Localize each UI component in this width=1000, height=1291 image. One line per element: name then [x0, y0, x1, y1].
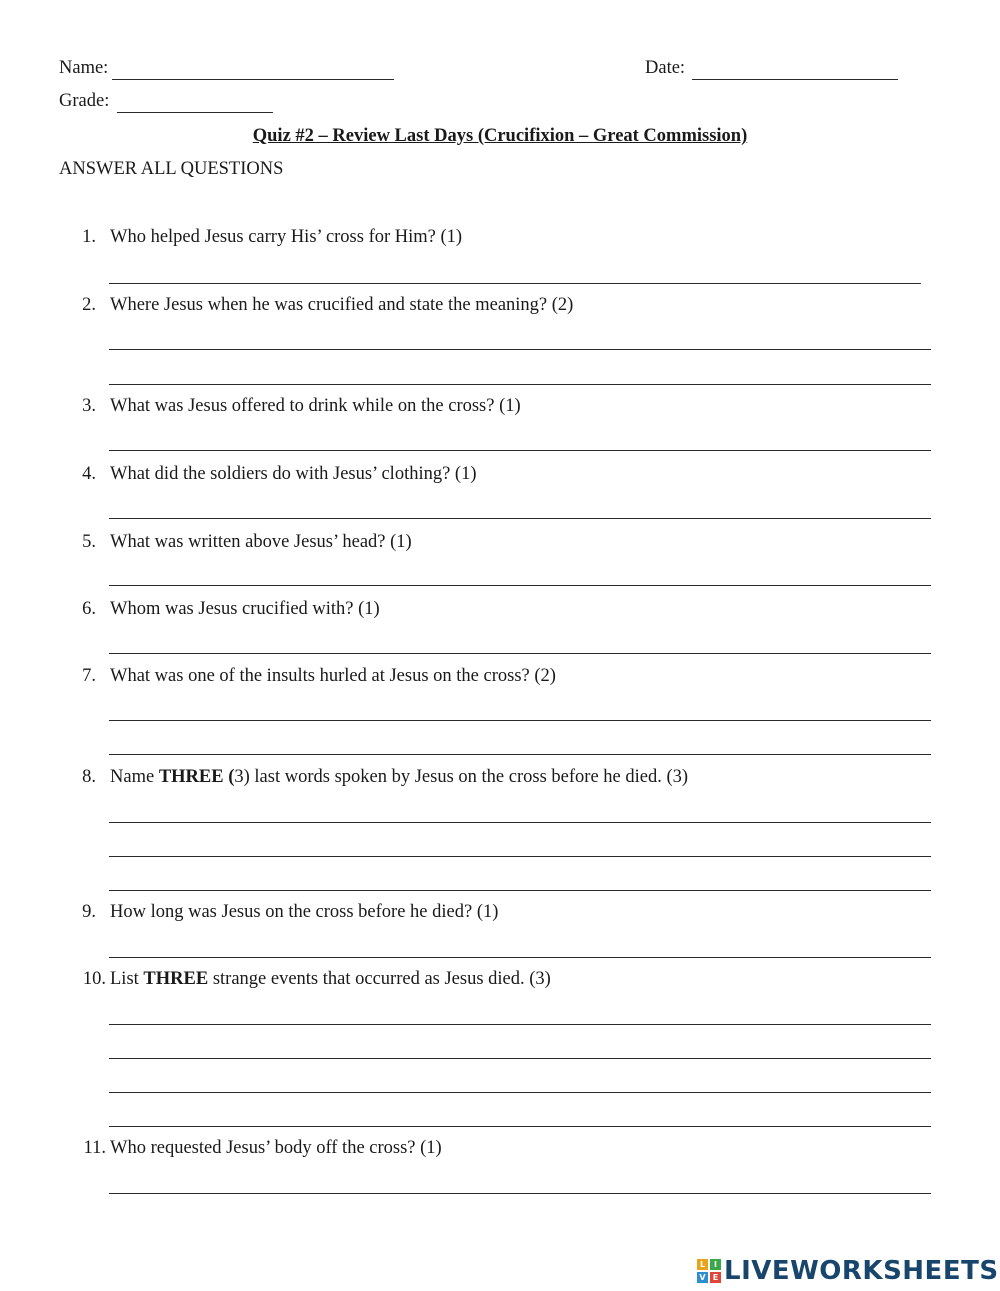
- question-text: What was written above Jesus’ head? (1): [110, 532, 412, 552]
- question-text: [110, 969, 551, 990]
- logo-letter: V: [697, 1272, 708, 1283]
- question-text-post: 3) last words spoken by Jesus on the cross before he died. (3): [234, 767, 689, 787]
- answer-line[interactable]: [109, 384, 931, 385]
- answer-line[interactable]: [109, 856, 931, 857]
- answer-line[interactable]: [109, 890, 931, 891]
- logo-letter: L: [697, 1259, 708, 1270]
- answer-line[interactable]: [109, 585, 931, 586]
- logo-letter: I: [710, 1259, 721, 1270]
- question-number: 4.: [82, 464, 96, 484]
- answer-line[interactable]: [109, 822, 931, 823]
- question-text: Who helped Jesus carry His’ cross for Him? (1): [110, 227, 463, 247]
- answer-line[interactable]: [109, 1193, 931, 1194]
- name-label: Name:: [59, 58, 109, 78]
- question-text: What was Jesus offered to drink while on the cross? (1): [110, 396, 521, 416]
- liveworksheets-logo: [697, 1256, 999, 1286]
- question-number: 2.: [82, 295, 96, 315]
- question-text: Where Jesus when he was crucified and state the meaning? (2): [110, 295, 574, 315]
- question-text-pre: List: [110, 969, 144, 989]
- answer-line[interactable]: [109, 720, 931, 721]
- question-text-bold: THREE: [143, 969, 209, 989]
- logo-text: LIVEWORKSHEETS: [724, 1256, 999, 1286]
- question-text-pre: Name: [110, 767, 159, 787]
- question-number: 8.: [82, 767, 96, 787]
- question-number: 10.: [82, 969, 106, 989]
- instructions: ANSWER ALL QUESTIONS: [59, 159, 284, 179]
- answer-line[interactable]: [109, 754, 931, 755]
- question-number: 11.: [83, 1138, 106, 1158]
- question-number: 9.: [82, 902, 96, 922]
- question-text: What was one of the insults hurled at Jesus on the cross? (2): [110, 666, 556, 686]
- date-field[interactable]: [692, 79, 898, 80]
- question-text: How long was Jesus on the cross before he died? (1): [110, 902, 499, 922]
- answer-line[interactable]: [109, 957, 931, 958]
- logo-letter: E: [710, 1272, 721, 1283]
- date-label: Date:: [645, 58, 686, 78]
- question-text: Whom was Jesus crucified with? (1): [110, 599, 380, 619]
- question-text-post: strange events that occurred as Jesus died. (3): [208, 969, 551, 989]
- answer-line[interactable]: [109, 283, 921, 284]
- name-field[interactable]: [112, 79, 394, 80]
- answer-line[interactable]: [109, 450, 931, 451]
- question-number: 7.: [82, 666, 96, 686]
- grade-label: Grade:: [59, 91, 110, 111]
- grade-field[interactable]: [117, 112, 273, 113]
- answer-line[interactable]: [109, 1024, 931, 1025]
- question-number: 1.: [82, 227, 96, 247]
- answer-line[interactable]: [109, 1126, 931, 1127]
- answer-line[interactable]: [109, 653, 931, 654]
- answer-line[interactable]: [109, 349, 931, 350]
- question-number: 3.: [82, 396, 96, 416]
- question-text-bold: THREE (: [158, 767, 235, 787]
- question-number: 6.: [82, 599, 96, 619]
- logo-mark-icon: [697, 1259, 721, 1283]
- question-text: Who requested Jesus’ body off the cross? (1): [110, 1138, 442, 1158]
- question-text: What did the soldiers do with Jesus’ clothing? (1): [110, 464, 477, 484]
- answer-line[interactable]: [109, 1058, 931, 1059]
- answer-line[interactable]: [109, 1092, 931, 1093]
- question-number: 5.: [82, 532, 96, 552]
- answer-line[interactable]: [109, 518, 931, 519]
- page-title: Quiz #2 – Review Last Days (Crucifixion – Great Commission): [252, 126, 748, 146]
- question-text: [110, 767, 688, 788]
